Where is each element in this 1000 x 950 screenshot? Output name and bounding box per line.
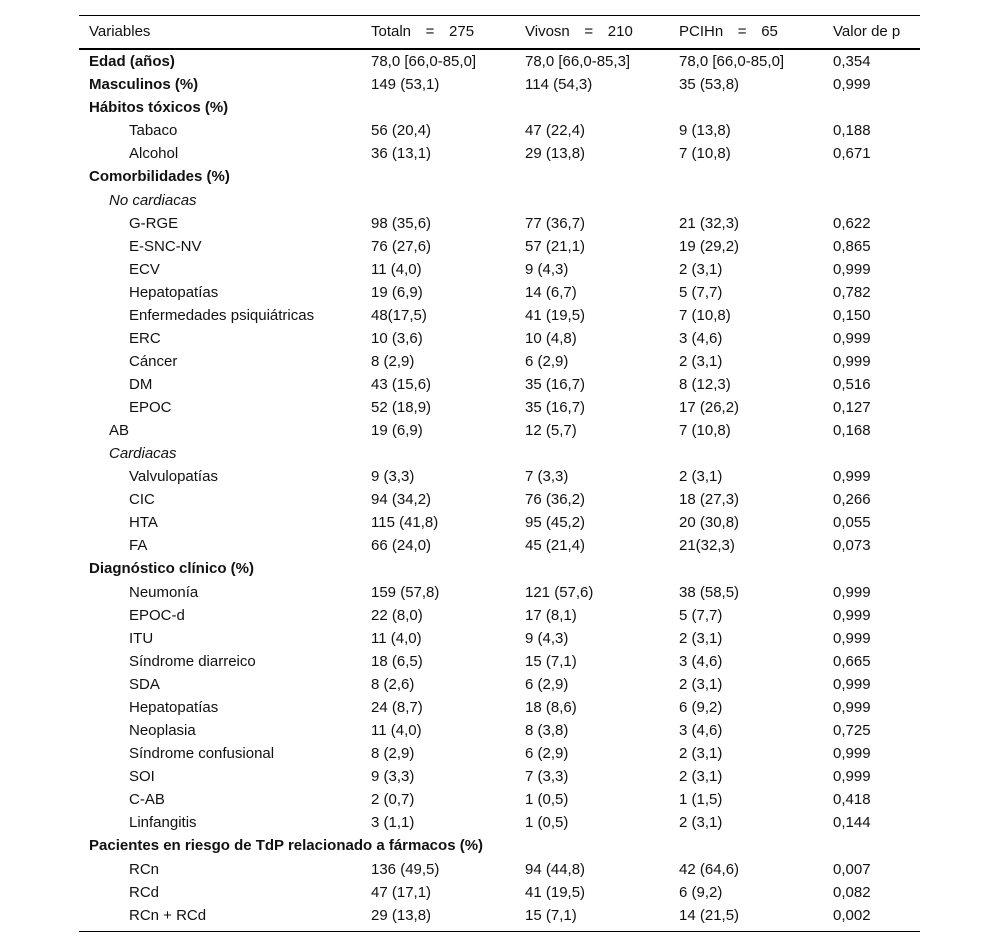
row-label: HTA bbox=[129, 514, 158, 531]
cell-pcih: 78,0 [66,0-85,0] bbox=[679, 53, 785, 70]
header-variables: Variables bbox=[89, 23, 151, 40]
cell-total: 18 (6,5) bbox=[371, 653, 423, 670]
table-row bbox=[79, 696, 920, 719]
cell-total: 8 (2,9) bbox=[371, 745, 415, 762]
cell-total: 10 (3,6) bbox=[371, 330, 423, 347]
cell-p-value: 0,999 bbox=[833, 468, 871, 485]
table-row bbox=[79, 604, 920, 627]
table-row bbox=[79, 189, 920, 212]
cell-vivos: 45 (21,4) bbox=[525, 537, 586, 554]
cell-total: 11 (4,0) bbox=[371, 630, 422, 647]
header-pcih bbox=[679, 16, 778, 48]
cell-p-value: 0,999 bbox=[833, 353, 871, 370]
cell-pcih: 2 (3,1) bbox=[679, 353, 723, 370]
cell-pcih: 18 (27,3) bbox=[679, 491, 740, 508]
row-label: Pacientes en riesgo de TdP relacionado a fármacos (%) bbox=[89, 837, 484, 854]
table-row bbox=[79, 534, 920, 557]
cell-p-value: 0,622 bbox=[833, 215, 871, 232]
cell-pcih: 1 (1,5) bbox=[679, 791, 723, 808]
cell-p-value: 0,999 bbox=[833, 676, 871, 693]
cell-p-value: 0,999 bbox=[833, 607, 871, 624]
table-row bbox=[79, 811, 920, 834]
cell-p-value: 0,782 bbox=[833, 284, 871, 301]
cell-pcih: 2 (3,1) bbox=[679, 768, 723, 785]
cell-vivos: 6 (2,9) bbox=[525, 745, 569, 762]
cell-total: 29 (13,8) bbox=[371, 907, 432, 924]
header-pcih-eq: = bbox=[737, 23, 747, 40]
row-label: Cáncer bbox=[129, 353, 178, 370]
row-label: Masculinos (%) bbox=[89, 76, 199, 93]
header-vivos-eq: = bbox=[584, 23, 594, 40]
cell-vivos: 35 (16,7) bbox=[525, 399, 586, 416]
cell-vivos: 35 (16,7) bbox=[525, 376, 586, 393]
cell-vivos: 6 (2,9) bbox=[525, 676, 569, 693]
table-row bbox=[79, 650, 920, 673]
row-label: No cardiacas bbox=[109, 192, 197, 209]
row-label: SDA bbox=[129, 676, 160, 693]
table-row bbox=[79, 511, 920, 534]
table-row bbox=[79, 327, 920, 350]
cell-p-value: 0,168 bbox=[833, 422, 871, 439]
cell-p-value: 0,665 bbox=[833, 653, 871, 670]
cell-pcih: 6 (9,2) bbox=[679, 699, 723, 716]
row-label: AB bbox=[109, 422, 130, 439]
cell-p-value: 0,671 bbox=[833, 145, 871, 162]
cell-vivos: 76 (36,2) bbox=[525, 491, 586, 508]
table-row bbox=[79, 673, 920, 696]
row-label: DM bbox=[129, 376, 153, 393]
cell-vivos: 6 (2,9) bbox=[525, 353, 569, 370]
row-label: Valvulopatías bbox=[129, 468, 218, 485]
row-label: Neumonía bbox=[129, 584, 199, 601]
cell-vivos: 10 (4,8) bbox=[525, 330, 577, 347]
cell-p-value: 0,999 bbox=[833, 630, 871, 647]
header-vivos-label: Vivosn bbox=[525, 23, 570, 40]
cell-vivos: 41 (19,5) bbox=[525, 884, 586, 901]
row-label: ERC bbox=[129, 330, 161, 347]
cell-total: 94 (34,2) bbox=[371, 491, 432, 508]
cell-vivos: 7 (3,3) bbox=[525, 468, 569, 485]
cell-total: 22 (8,0) bbox=[371, 607, 423, 624]
cell-pcih: 14 (21,5) bbox=[679, 907, 740, 924]
row-label: ECV bbox=[129, 261, 160, 278]
cell-p-value: 0,999 bbox=[833, 699, 871, 716]
cell-p-value: 0,055 bbox=[833, 514, 871, 531]
cell-vivos: 47 (22,4) bbox=[525, 122, 586, 139]
cell-total: 9 (3,3) bbox=[371, 468, 415, 485]
table-row bbox=[79, 396, 920, 419]
table-row bbox=[79, 788, 920, 811]
table-row bbox=[79, 904, 920, 927]
cell-vivos: 121 (57,6) bbox=[525, 584, 594, 601]
table-row bbox=[79, 488, 920, 511]
table-row bbox=[79, 142, 920, 165]
cell-pcih: 20 (30,8) bbox=[679, 514, 740, 531]
table-row bbox=[79, 765, 920, 788]
table-row bbox=[79, 281, 920, 304]
cell-total: 48(17,5) bbox=[371, 307, 427, 324]
cell-vivos: 17 (8,1) bbox=[525, 607, 577, 624]
row-label: Alcohol bbox=[129, 145, 179, 162]
cell-vivos: 9 (4,3) bbox=[525, 261, 569, 278]
header-vivos bbox=[525, 16, 633, 48]
cell-total: 43 (15,6) bbox=[371, 376, 432, 393]
cell-vivos: 78,0 [66,0-85,3] bbox=[525, 53, 631, 70]
cell-pcih: 8 (12,3) bbox=[679, 376, 731, 393]
cell-total: 8 (2,6) bbox=[371, 676, 415, 693]
cell-pcih: 5 (7,7) bbox=[679, 284, 723, 301]
cell-vivos: 8 (3,8) bbox=[525, 722, 569, 739]
row-label: E-SNC-NV bbox=[129, 238, 202, 255]
cell-vivos: 15 (7,1) bbox=[525, 653, 577, 670]
row-label: ITU bbox=[129, 630, 154, 647]
cell-total: 8 (2,9) bbox=[371, 353, 415, 370]
cell-total: 98 (35,6) bbox=[371, 215, 432, 232]
row-label: RCn + RCd bbox=[129, 907, 207, 924]
cell-pcih: 2 (3,1) bbox=[679, 745, 723, 762]
bottom-rule bbox=[79, 931, 920, 932]
cell-total: 2 (0,7) bbox=[371, 791, 415, 808]
cell-pcih: 9 (13,8) bbox=[679, 122, 731, 139]
row-label: C-AB bbox=[129, 791, 165, 808]
header-vivos-n: 210 bbox=[607, 23, 633, 40]
cell-pcih: 5 (7,7) bbox=[679, 607, 723, 624]
cell-total: 159 (57,8) bbox=[371, 584, 440, 601]
cell-total: 136 (49,5) bbox=[371, 861, 440, 878]
table-row bbox=[79, 442, 920, 465]
cell-vivos: 29 (13,8) bbox=[525, 145, 586, 162]
table-row bbox=[79, 465, 920, 488]
cell-total: 76 (27,6) bbox=[371, 238, 432, 255]
cell-total: 47 (17,1) bbox=[371, 884, 432, 901]
cell-total: 3 (1,1) bbox=[371, 814, 415, 831]
cell-pcih: 7 (10,8) bbox=[679, 145, 731, 162]
cell-vivos: 15 (7,1) bbox=[525, 907, 577, 924]
row-label: Hábitos tóxicos (%) bbox=[89, 99, 229, 116]
cell-p-value: 0,127 bbox=[833, 399, 871, 416]
cell-vivos: 77 (36,7) bbox=[525, 215, 586, 232]
row-label: RCn bbox=[129, 861, 160, 878]
row-label: G-RGE bbox=[129, 215, 179, 232]
header-p-value: Valor de p bbox=[833, 23, 901, 40]
cell-pcih: 2 (3,1) bbox=[679, 261, 723, 278]
cell-pcih: 3 (4,6) bbox=[679, 330, 723, 347]
table-row bbox=[79, 235, 920, 258]
cell-vivos: 12 (5,7) bbox=[525, 422, 577, 439]
header-total bbox=[371, 16, 474, 48]
header-total-eq: = bbox=[425, 23, 435, 40]
cell-total: 149 (53,1) bbox=[371, 76, 440, 93]
cell-total: 115 (41,8) bbox=[371, 514, 439, 531]
table-row bbox=[79, 557, 920, 581]
table-row bbox=[79, 581, 920, 604]
cell-pcih: 2 (3,1) bbox=[679, 630, 723, 647]
cell-p-value: 0,999 bbox=[833, 768, 871, 785]
cell-p-value: 0,082 bbox=[833, 884, 871, 901]
cell-p-value: 0,354 bbox=[833, 53, 871, 70]
cell-p-value: 0,999 bbox=[833, 330, 871, 347]
row-label: Linfangitis bbox=[129, 814, 197, 831]
row-label: Tabaco bbox=[129, 122, 178, 139]
cell-p-value: 0,516 bbox=[833, 376, 871, 393]
cell-pcih: 35 (53,8) bbox=[679, 76, 740, 93]
data-table bbox=[79, 15, 920, 932]
cell-total: 19 (6,9) bbox=[371, 284, 423, 301]
table-row bbox=[79, 258, 920, 281]
cell-vivos: 95 (45,2) bbox=[525, 514, 586, 531]
cell-p-value: 0,999 bbox=[833, 261, 871, 278]
cell-pcih: 7 (10,8) bbox=[679, 307, 731, 324]
cell-total: 66 (24,0) bbox=[371, 537, 432, 554]
row-label: Neoplasia bbox=[129, 722, 196, 739]
table-body bbox=[79, 50, 920, 927]
cell-total: 56 (20,4) bbox=[371, 122, 432, 139]
table-row bbox=[79, 212, 920, 235]
cell-pcih: 21(32,3) bbox=[679, 537, 735, 554]
header-pcih-label: PCIHn bbox=[679, 23, 724, 40]
table-row bbox=[79, 881, 920, 904]
cell-vivos: 57 (21,1) bbox=[525, 238, 586, 255]
cell-pcih: 42 (64,6) bbox=[679, 861, 740, 878]
table-row bbox=[79, 373, 920, 396]
cell-vivos: 9 (4,3) bbox=[525, 630, 569, 647]
row-label: Enfermedades psiquiátricas bbox=[129, 307, 315, 324]
cell-pcih: 7 (10,8) bbox=[679, 422, 731, 439]
cell-vivos: 7 (3,3) bbox=[525, 768, 569, 785]
row-label: Diagnóstico clínico (%) bbox=[89, 560, 255, 577]
cell-p-value: 0,007 bbox=[833, 861, 871, 878]
cell-p-value: 0,073 bbox=[833, 537, 871, 554]
cell-total: 19 (6,9) bbox=[371, 422, 423, 439]
row-label: Síndrome confusional bbox=[129, 745, 275, 762]
cell-pcih: 19 (29,2) bbox=[679, 238, 740, 255]
cell-p-value: 0,266 bbox=[833, 491, 871, 508]
row-label: FA bbox=[129, 537, 148, 554]
cell-vivos: 18 (8,6) bbox=[525, 699, 577, 716]
cell-vivos: 1 (0,5) bbox=[525, 791, 569, 808]
row-label: Hepatopatías bbox=[129, 699, 219, 716]
cell-pcih: 3 (4,6) bbox=[679, 722, 723, 739]
cell-total: 36 (13,1) bbox=[371, 145, 432, 162]
table-header bbox=[79, 15, 920, 50]
row-label: Síndrome diarreico bbox=[129, 653, 256, 670]
row-label: EPOC-d bbox=[129, 607, 185, 624]
table-row bbox=[79, 858, 920, 881]
table-row bbox=[79, 834, 920, 858]
row-label: RCd bbox=[129, 884, 160, 901]
cell-pcih: 2 (3,1) bbox=[679, 468, 723, 485]
cell-pcih: 38 (58,5) bbox=[679, 584, 740, 601]
cell-p-value: 0,725 bbox=[833, 722, 871, 739]
cell-p-value: 0,188 bbox=[833, 122, 871, 139]
row-label: CIC bbox=[129, 491, 155, 508]
cell-p-value: 0,999 bbox=[833, 745, 871, 762]
cell-vivos: 41 (19,5) bbox=[525, 307, 586, 324]
cell-total: 78,0 [66,0-85,0] bbox=[371, 53, 477, 70]
table-row bbox=[79, 96, 920, 119]
cell-pcih: 2 (3,1) bbox=[679, 814, 723, 831]
header-total-n: 275 bbox=[449, 23, 475, 40]
cell-vivos: 94 (44,8) bbox=[525, 861, 586, 878]
table-row bbox=[79, 719, 920, 742]
row-label: EPOC bbox=[129, 399, 172, 416]
table-row bbox=[79, 304, 920, 327]
cell-total: 11 (4,0) bbox=[371, 261, 422, 278]
table-row bbox=[79, 73, 920, 96]
cell-pcih: 3 (4,6) bbox=[679, 653, 723, 670]
cell-vivos: 1 (0,5) bbox=[525, 814, 569, 831]
cell-total: 52 (18,9) bbox=[371, 399, 432, 416]
header-pcih-n: 65 bbox=[761, 23, 778, 40]
cell-total: 11 (4,0) bbox=[371, 722, 422, 739]
cell-pcih: 21 (32,3) bbox=[679, 215, 740, 232]
row-label: Comorbilidades (%) bbox=[89, 168, 230, 185]
table-row bbox=[79, 165, 920, 189]
table-row bbox=[79, 119, 920, 142]
table-row bbox=[79, 742, 920, 765]
table-row bbox=[79, 50, 920, 73]
cell-p-value: 0,002 bbox=[833, 907, 871, 924]
cell-p-value: 0,418 bbox=[833, 791, 871, 808]
cell-p-value: 0,999 bbox=[833, 76, 871, 93]
cell-p-value: 0,865 bbox=[833, 238, 871, 255]
cell-total: 24 (8,7) bbox=[371, 699, 423, 716]
row-label: Hepatopatías bbox=[129, 284, 219, 301]
row-label: SOI bbox=[129, 768, 155, 785]
row-label: Cardiacas bbox=[109, 445, 177, 462]
cell-pcih: 17 (26,2) bbox=[679, 399, 740, 416]
table-row bbox=[79, 350, 920, 373]
row-label: Edad (años) bbox=[89, 53, 175, 70]
table-row bbox=[79, 419, 920, 442]
cell-total: 9 (3,3) bbox=[371, 768, 415, 785]
cell-p-value: 0,150 bbox=[833, 307, 871, 324]
cell-vivos: 114 (54,3) bbox=[525, 76, 593, 93]
table-row bbox=[79, 627, 920, 650]
cell-pcih: 6 (9,2) bbox=[679, 884, 723, 901]
cell-pcih: 2 (3,1) bbox=[679, 676, 723, 693]
cell-vivos: 14 (6,7) bbox=[525, 284, 577, 301]
cell-p-value: 0,144 bbox=[833, 814, 871, 831]
header-total-label: Totaln bbox=[371, 23, 412, 40]
cell-p-value: 0,999 bbox=[833, 584, 871, 601]
